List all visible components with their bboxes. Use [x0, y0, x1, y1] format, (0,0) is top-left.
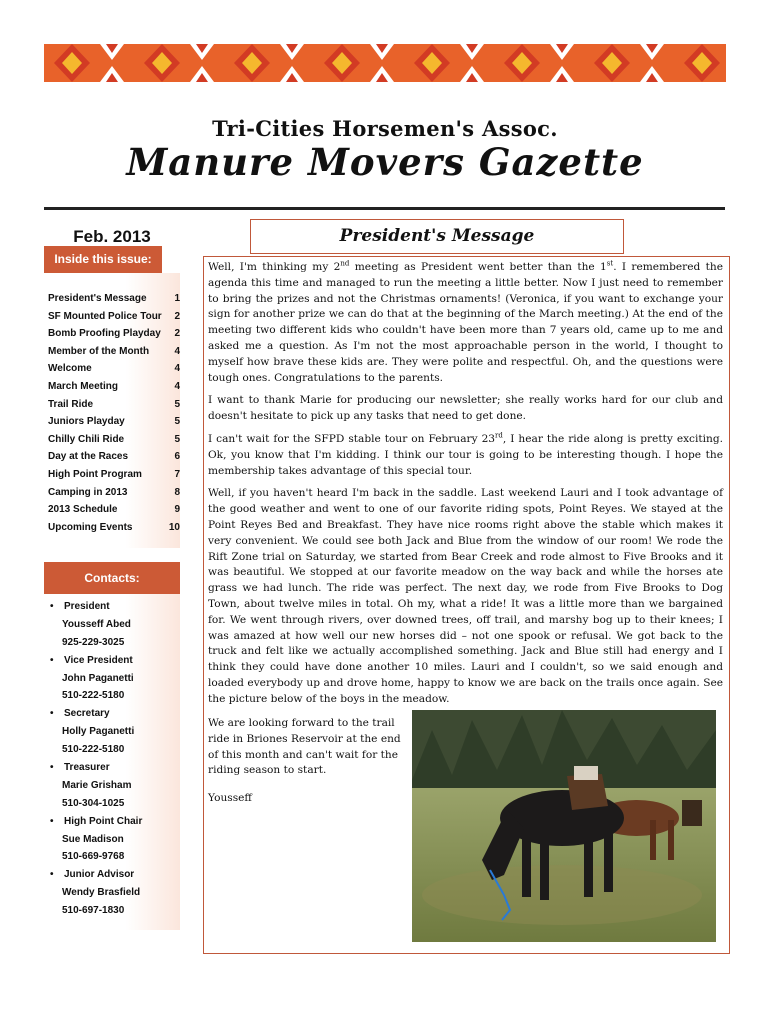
toc-title: Upcoming Events: [48, 521, 133, 533]
toc-title: President's Message: [48, 293, 147, 304]
contact-name: Sue Madison: [62, 833, 124, 845]
toc-item[interactable]: [48, 343, 184, 361]
contact-role: • Vice President: [48, 652, 180, 670]
toc-item[interactable]: [48, 484, 184, 502]
contacts-heading: Contacts:: [44, 562, 180, 594]
issue-date: Feb. 2013: [73, 227, 151, 246]
toc-title: Trail Ride: [48, 398, 94, 410]
toc-title: 2013 Schedule: [48, 504, 118, 516]
paragraph: I can't wait for the SFPD stable tour on February 23rd, I hear the ride along is pretty exciting. Ok, you know that I'm kidding. I think our tour is going to be interesting though. I hope the membership takes advantage of this special tour.: [208, 431, 723, 477]
toc-page: 8: [174, 486, 180, 498]
contact-name: Wendy Brasfield: [62, 887, 141, 899]
paragraph: Well, I'm thinking my 2nd meeting as President went better than the 1st. I remembered the agenda this time and managed to run the meeting a little better. Now I just need to remember to bring the prizes and not the Christmas ornaments! (Veronica, if you want to exchange your sign for another prize we can do that at the beginning of the March meeting.) At the end of the meeting two different kids who couldn't have been more than 7 years old, came up to me and asked me a question. As I'm not the most approachable person in the world, I thought to myself how brave these kids are. They were polite and respectful. Oh, and the questions were tough ones. Congratulations to the parents.: [208, 259, 723, 384]
toc-title: Juniors Playday: [48, 416, 125, 428]
newsletter-title: Manure Movers Gazette: [126, 140, 644, 184]
paragraph: Well, if you haven't heard I'm back in the saddle. Last weekend Lauri and I took advantage of the good weather and went to one of our favorite riding spots, Point Reyes. We stayed at the Point Reyes Bed and Breakfast. They have nice rooms right above the stable which makes it very convenient. We could see both Jack and Blue from the window of our room! We rode the Rift Zone trial on Saturday, we started from Bear Creek and rode almost to Five Brooks and it was beautiful. We stopped at our favorite meadow on the way back and while the horses ate grass we had lunch. The ride was perfect. The next day, we rode from Five Brooks to Dog Town, about twelve miles in total. Oh my, what a ride! It was a little more than we bargained for. We went through rivers, over downed trees, off trail, and marshy bog up to their knees; I was amazed at how well our new horses did – not one spook or refusal. We got back to the truck and felt like we actually accomplished something. Jack and Blue still had energy and I think they could have done another 10 miles. Lauri and I couldn't, so we said enough and loaded everybody up and drove home, happy to know we are back on the trails once again. See the picture below of the boys in the meadow.: [208, 487, 723, 705]
toc-page: 2: [174, 310, 180, 322]
toc-item[interactable]: [48, 308, 184, 326]
toc-page: 10: [168, 521, 180, 533]
toc-title: Day at the Races: [48, 451, 129, 463]
article-body: [208, 260, 723, 715]
toc-title: Member of the Month: [48, 345, 150, 357]
org-name: Tri-Cities Horsemen's Assoc.: [212, 116, 558, 141]
toc-page: 5: [174, 433, 180, 445]
contact-name: John Paganetti: [62, 672, 134, 684]
toc-page: 4: [174, 345, 180, 357]
contact-name: Yousseff Abed: [62, 618, 131, 630]
decorative-banner: [44, 44, 726, 82]
toc-page: 4: [174, 363, 180, 375]
contact-phone[interactable]: 510-222-5180: [62, 744, 125, 756]
toc-item[interactable]: [48, 448, 184, 466]
contact-role: • President: [48, 598, 180, 616]
inside-issue-heading: Inside this issue:: [44, 246, 162, 274]
contact-phone[interactable]: 510-697-1830: [62, 905, 125, 917]
toc-item[interactable]: [48, 519, 184, 537]
toc-item[interactable]: [48, 378, 184, 396]
toc-title: March Meeting: [48, 380, 119, 392]
toc-item[interactable]: [48, 466, 184, 484]
toc-page: 1: [174, 293, 180, 304]
article-heading: President's Message: [250, 219, 624, 254]
toc-title: SF Mounted Police Tour: [48, 310, 162, 322]
contact-role: • High Point Chair: [48, 813, 180, 831]
contact-role: • Junior Advisor: [48, 866, 180, 884]
toc-title: Welcome: [48, 363, 92, 375]
toc-item[interactable]: [48, 501, 184, 519]
toc-page: 5: [174, 416, 180, 428]
toc-page: 2: [174, 328, 180, 340]
contact-role: • Secretary: [48, 705, 180, 723]
toc-item[interactable]: [48, 290, 184, 308]
signature: Yousseff: [208, 792, 252, 805]
toc-item[interactable]: [48, 413, 184, 431]
toc-page: 5: [174, 398, 180, 410]
contact-phone[interactable]: 510-669-9768: [62, 851, 125, 863]
toc-item[interactable]: [48, 396, 184, 414]
contact-phone[interactable]: 925-229-3025: [62, 636, 125, 648]
header-divider: [44, 207, 725, 210]
toc-item[interactable]: [48, 431, 184, 449]
toc-page: 7: [174, 468, 180, 480]
toc-page: 6: [174, 451, 180, 463]
paragraph: I want to thank Marie for producing our newsletter; she really works hard for our club and doesn't hesitate to pick up any tasks that need to get done.: [208, 394, 723, 423]
contact-name: Holly Paganetti: [62, 726, 135, 738]
article-closing: [208, 716, 404, 819]
toc-title: High Point Program: [48, 468, 142, 480]
contact-name: Marie Grisham: [62, 779, 132, 791]
toc-title: Chilly Chili Ride: [48, 433, 125, 445]
contact-role: • Treasurer: [48, 759, 180, 777]
table-of-contents: [48, 290, 184, 536]
toc-page: 9: [174, 504, 180, 516]
toc-title: Bomb Proofing Playday: [48, 328, 161, 340]
toc-title: Camping in 2013: [48, 486, 128, 498]
contacts-list: [48, 598, 180, 920]
horses-photo: [412, 710, 716, 942]
toc-item[interactable]: [48, 325, 184, 343]
toc-item[interactable]: [48, 360, 184, 378]
contact-phone[interactable]: 510-304-1025: [62, 797, 125, 809]
paragraph: We are looking forward to the trail ride in Briones Reservoir at the end of this month and can't wait for the riding season to start.: [208, 717, 401, 777]
toc-page: 4: [174, 380, 180, 392]
contact-phone[interactable]: 510-222-5180: [62, 690, 125, 702]
